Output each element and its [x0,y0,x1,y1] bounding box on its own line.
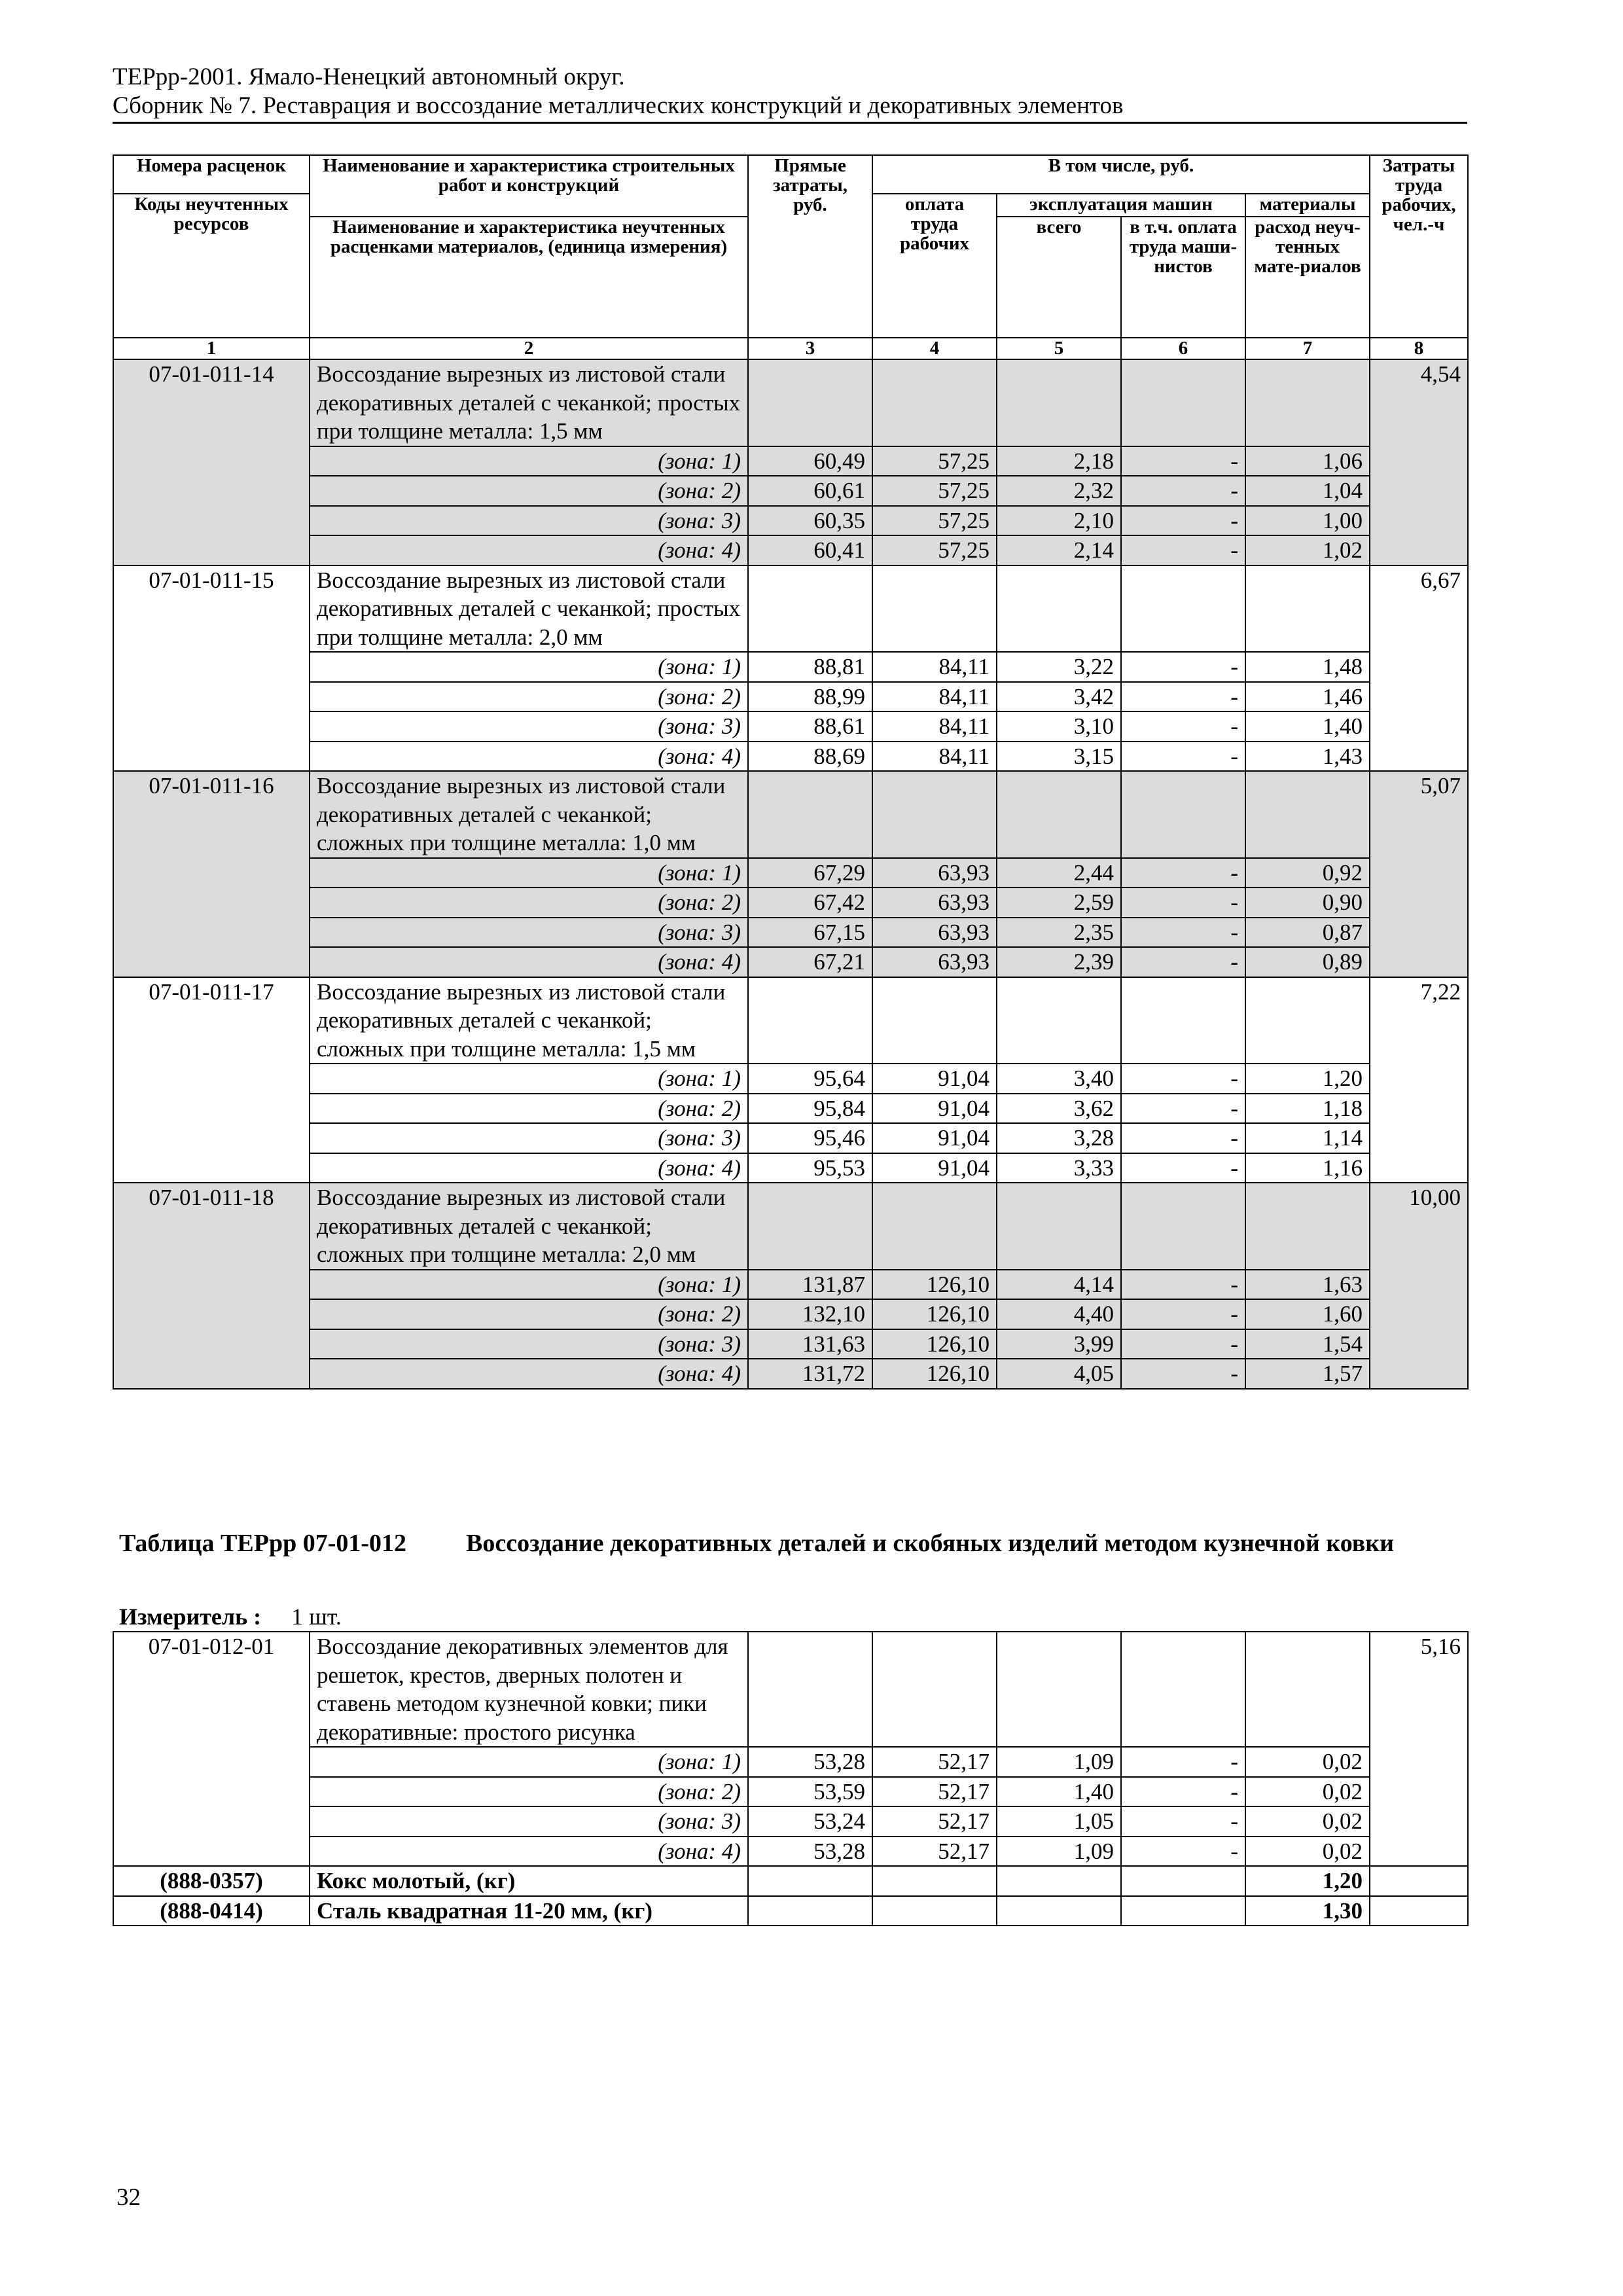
materials: 1,00 [1245,506,1370,536]
empty-cell [1121,1866,1245,1896]
rate-description: Воссоздание вырезных из листовой стали декоративных деталей с чеканкой; простых при толщине металла: 2,0 мм [310,565,748,653]
col2-bottom-header: Наименование и характеристика неучтенных расценками материалов, (единица измерения) [310,217,748,338]
empty-cell [872,1632,997,1747]
workers-wages: 126,10 [872,1299,997,1329]
rate-row [113,1632,1468,1747]
materials: 0,87 [1245,918,1370,948]
machines-total: 3,33 [997,1153,1121,1183]
rate-code: 07-01-011-18 [113,1183,310,1389]
col-number: 3 [748,338,872,359]
machines-total: 3,28 [997,1123,1121,1153]
empty-cell [997,1896,1121,1926]
direct-cost: 60,49 [748,446,872,476]
empty-cell [1245,1632,1370,1747]
rate-row [113,771,1468,858]
direct-cost: 131,63 [748,1329,872,1359]
empty-cell [872,565,997,653]
empty-cell [748,565,872,653]
col7-header: расход неуч-тенных мате-риалов [1245,217,1370,338]
direct-cost: 131,87 [748,1270,872,1300]
materials: 1,40 [1245,711,1370,742]
materials: 0,90 [1245,888,1370,918]
resource-quantity: 1,30 [1245,1896,1370,1926]
direct-cost: 53,28 [748,1837,872,1867]
empty-cell [872,1896,997,1926]
zone-label: (зона: 3) [310,506,748,536]
machinists-wages: - [1121,1747,1245,1777]
zone-label: (зона: 2) [310,476,748,506]
zone-label: (зона: 2) [310,1094,748,1124]
resource-name: Сталь квадратная 11-20 мм, (кг) [310,1896,748,1926]
machinists-wages: - [1121,1094,1245,1124]
direct-cost: 95,53 [748,1153,872,1183]
materials: 1,54 [1245,1329,1370,1359]
zone-row [113,947,1468,977]
empty-cell [997,359,1121,446]
machines-total: 4,14 [997,1270,1121,1300]
zone-row [113,742,1468,772]
direct-cost: 88,69 [748,742,872,772]
materials: 1,20 [1245,1064,1370,1094]
machinists-wages: - [1121,1270,1245,1300]
header-rule [113,122,1467,124]
materials: 0,89 [1245,947,1370,977]
workers-wages: 91,04 [872,1094,997,1124]
rate-description: Воссоздание декоративных элементов для решеток, крестов, дверных полотен и ставень методом кузнечной ковки; пики декоративные: простого рисунка [310,1632,748,1747]
zone-label: (зона: 4) [310,1153,748,1183]
direct-cost: 67,29 [748,858,872,888]
workers-wages: 91,04 [872,1153,997,1183]
machines-total: 3,40 [997,1064,1121,1094]
workers-wages: 126,10 [872,1359,997,1389]
zone-label: (зона: 4) [310,742,748,772]
col-number: 1 [113,338,310,359]
zone-label: (зона: 1) [310,1270,748,1300]
workers-wages: 57,25 [872,476,997,506]
workers-wages: 52,17 [872,1806,997,1837]
machines-total: 3,15 [997,742,1121,772]
resource-name: Кокс молотый, (кг) [310,1866,748,1896]
rate-description: Воссоздание вырезных из листовой стали декоративных деталей с чеканкой; сложных при толщине металла: 1,5 мм [310,977,748,1064]
direct-cost: 88,81 [748,652,872,682]
zone-row [113,1329,1468,1359]
direct-cost: 53,24 [748,1806,872,1837]
workers-wages: 57,25 [872,506,997,536]
machines-total: 1,40 [997,1777,1121,1807]
zone-label: (зона: 2) [310,682,748,712]
rate-row [113,1183,1468,1270]
labor-cost: 6,67 [1370,565,1468,772]
zone-label: (зона: 3) [310,711,748,742]
zone-row [113,1837,1468,1867]
direct-cost: 95,84 [748,1094,872,1124]
direct-cost: 95,46 [748,1123,872,1153]
zone-label: (зона: 4) [310,1837,748,1867]
empty-cell [1121,359,1245,446]
zone-label: (зона: 3) [310,1329,748,1359]
machinists-wages: - [1121,1299,1245,1329]
zone-label: (зона: 3) [310,1123,748,1153]
labor-cost: 5,16 [1370,1632,1468,1866]
machines-total: 3,62 [997,1094,1121,1124]
col6-header: в т.ч. оплата труда маши-нистов [1121,217,1245,338]
machinists-wages: - [1121,711,1245,742]
zone-label: (зона: 2) [310,1299,748,1329]
machinists-wages: - [1121,506,1245,536]
materials: 0,02 [1245,1806,1370,1837]
zone-label: (зона: 3) [310,918,748,948]
machines-total: 2,59 [997,888,1121,918]
zone-row [113,1777,1468,1807]
col8-header: Затраты труда рабочих, чел.-ч [1370,155,1468,338]
machines-total: 2,18 [997,446,1121,476]
materials: 1,46 [1245,682,1370,712]
zone-row [113,1299,1468,1329]
rate-row [113,565,1468,653]
zone-label: (зона: 4) [310,947,748,977]
zone-row [113,652,1468,682]
materials: 1,57 [1245,1359,1370,1389]
direct-cost: 67,15 [748,918,872,948]
materials: 0,02 [1245,1747,1370,1777]
zone-row [113,1123,1468,1153]
empty-cell [748,359,872,446]
empty-cell [1370,1896,1468,1926]
zone-row [113,1806,1468,1837]
machines-total: 2,32 [997,476,1121,506]
empty-cell [1245,565,1370,653]
materials: 1,60 [1245,1299,1370,1329]
materials: 1,48 [1245,652,1370,682]
rate-description: Воссоздание вырезных из листовой стали декоративных деталей с чеканкой; сложных при толщине металла: 1,0 мм [310,771,748,858]
col-number: 5 [997,338,1121,359]
resource-quantity: 1,20 [1245,1866,1370,1896]
machinists-wages: - [1121,1329,1245,1359]
empty-cell [997,565,1121,653]
machinists-wages: - [1121,858,1245,888]
measure-unit [119,1604,342,1630]
direct-cost: 60,61 [748,476,872,506]
zone-row [113,1270,1468,1300]
machines-total: 3,99 [997,1329,1121,1359]
zone-row [113,682,1468,712]
col-number: 7 [1245,338,1370,359]
resource-row [113,1896,1468,1926]
header-line-2: Сборник № 7. Реставрация и воссоздание металлических конструкций и декоративных элементов [113,92,1124,119]
labor-cost: 4,54 [1370,359,1468,565]
workers-wages: 126,10 [872,1329,997,1359]
rate-row [113,359,1468,446]
col1-bottom-header: Коды неучтенных ресурсов [113,194,310,338]
labor-cost: 7,22 [1370,977,1468,1183]
workers-wages: 63,93 [872,858,997,888]
workers-wages: 126,10 [872,1270,997,1300]
materials: 1,02 [1245,535,1370,565]
workers-wages: 63,93 [872,888,997,918]
workers-wages: 91,04 [872,1064,997,1094]
rate-code: 07-01-011-14 [113,359,310,565]
materials: 1,18 [1245,1094,1370,1124]
direct-cost: 88,61 [748,711,872,742]
workers-wages: 57,25 [872,535,997,565]
workers-wages: 63,93 [872,918,997,948]
machinists-wages: - [1121,1806,1245,1837]
table-caption-description: Воссоздание декоративных деталей и скобяных изделий методом кузнечной ковки [466,1530,1395,1557]
col1-top-header: Номера расценок [113,155,310,194]
direct-cost: 95,64 [748,1064,872,1094]
workers-wages: 84,11 [872,742,997,772]
machinists-wages: - [1121,476,1245,506]
direct-cost: 88,99 [748,682,872,712]
workers-wages: 84,11 [872,682,997,712]
direct-cost: 131,72 [748,1359,872,1389]
machines-total: 1,09 [997,1747,1121,1777]
zone-label: (зона: 4) [310,535,748,565]
materials: 0,02 [1245,1777,1370,1807]
direct-cost: 60,41 [748,535,872,565]
machinists-wages: - [1121,1777,1245,1807]
direct-cost: 67,42 [748,888,872,918]
direct-cost: 132,10 [748,1299,872,1329]
direct-cost: 60,35 [748,506,872,536]
zone-row [113,888,1468,918]
page-number: 32 [116,2184,141,2211]
zone-row [113,918,1468,948]
machinists-wages: - [1121,446,1245,476]
zone-row [113,858,1468,888]
header-line-1: ТЕРрр-2001. Ямало-Ненецкий автономный округ. [113,63,625,90]
empty-cell [1121,771,1245,858]
rate-code: 07-01-012-01 [113,1632,310,1866]
direct-cost: 67,21 [748,947,872,977]
workers-wages: 52,17 [872,1837,997,1867]
machinists-wages: - [1121,918,1245,948]
col3-header: Прямые затраты, руб. [748,155,872,338]
zone-label: (зона: 1) [310,1064,748,1094]
zone-label: (зона: 1) [310,446,748,476]
materials: 1,16 [1245,1153,1370,1183]
zone-label: (зона: 1) [310,858,748,888]
rate-code: 07-01-011-17 [113,977,310,1183]
rate-code: 07-01-011-15 [113,565,310,772]
empty-cell [748,977,872,1064]
empty-cell [997,1183,1121,1270]
empty-cell [748,1632,872,1747]
col-number: 4 [872,338,997,359]
measure-label: Измеритель : [119,1604,262,1630]
workers-wages: 84,11 [872,652,997,682]
empty-cell [997,771,1121,858]
machines-total: 2,44 [997,858,1121,888]
empty-cell [1370,1866,1468,1896]
resource-code: (888-0357) [113,1866,310,1896]
machines-total: 3,10 [997,711,1121,742]
machinists-wages: - [1121,1123,1245,1153]
column-number-row [113,338,1468,359]
zone-row [113,1094,1468,1124]
rate-description: Воссоздание вырезных из листовой стали декоративных деталей с чеканкой; сложных при толщине металла: 2,0 мм [310,1183,748,1270]
rate-code: 07-01-011-16 [113,771,310,977]
machines-total: 2,14 [997,535,1121,565]
empty-cell [748,1866,872,1896]
group-header: В том числе, руб. [872,155,1370,194]
zone-row [113,476,1468,506]
workers-wages: 63,93 [872,947,997,977]
empty-cell [872,977,997,1064]
empty-cell [1121,1896,1245,1926]
workers-wages: 52,17 [872,1777,997,1807]
empty-cell [1245,359,1370,446]
materials: 0,02 [1245,1837,1370,1867]
col-number: 6 [1121,338,1245,359]
direct-cost: 53,59 [748,1777,872,1807]
direct-cost: 53,28 [748,1747,872,1777]
measure-value: 1 шт. [291,1604,342,1630]
workers-wages: 91,04 [872,1123,997,1153]
col-number: 2 [310,338,748,359]
empty-cell [997,1632,1121,1747]
empty-cell [1245,1183,1370,1270]
machinists-wages: - [1121,535,1245,565]
materials-header: материалы [1245,194,1370,217]
materials: 1,06 [1245,446,1370,476]
zone-label: (зона: 1) [310,652,748,682]
zone-row [113,535,1468,565]
empty-cell [997,1866,1121,1896]
zone-label: (зона: 2) [310,888,748,918]
machines-total: 1,05 [997,1806,1121,1837]
empty-cell [1121,1632,1245,1747]
machines-total: 4,05 [997,1359,1121,1389]
zone-label: (зона: 4) [310,1359,748,1389]
table-caption-title: Таблица ТЕРрр 07-01-012 [119,1530,407,1557]
rate-description: Воссоздание вырезных из листовой стали декоративных деталей с чеканкой; простых при толщине металла: 1,5 мм [310,359,748,446]
labor-cost: 10,00 [1370,1183,1468,1389]
workers-wages: 57,25 [872,446,997,476]
zone-label: (зона: 2) [310,1777,748,1807]
machinists-wages: - [1121,1153,1245,1183]
zone-row [113,506,1468,536]
zone-row [113,1747,1468,1777]
machines-total: 3,22 [997,652,1121,682]
empty-cell [1121,977,1245,1064]
empty-cell [872,359,997,446]
workers-wages: 52,17 [872,1747,997,1777]
resource-row [113,1866,1468,1896]
machines-total: 2,35 [997,918,1121,948]
zone-row [113,446,1468,476]
zone-row [113,711,1468,742]
empty-cell [872,1183,997,1270]
zone-label: (зона: 1) [310,1747,748,1777]
workers-wages: 84,11 [872,711,997,742]
machines-total: 2,39 [997,947,1121,977]
empty-cell [1121,565,1245,653]
empty-cell [748,771,872,858]
zone-label: (зона: 3) [310,1806,748,1837]
materials: 1,04 [1245,476,1370,506]
empty-cell [997,977,1121,1064]
machines-total: 2,10 [997,506,1121,536]
machinists-wages: - [1121,888,1245,918]
materials: 1,63 [1245,1270,1370,1300]
empty-cell [1245,977,1370,1064]
col-number: 8 [1370,338,1468,359]
zone-row [113,1359,1468,1389]
col2-top-header: Наименование и характеристика строительных работ и конструкций [310,155,748,217]
zone-row [113,1064,1468,1094]
machines-header: эксплуатация машин [997,194,1245,217]
zone-row [113,1153,1468,1183]
machinists-wages: - [1121,652,1245,682]
running-header [113,63,1467,124]
machinists-wages: - [1121,1837,1245,1867]
materials: 1,14 [1245,1123,1370,1153]
empty-cell [872,771,997,858]
materials: 1,43 [1245,742,1370,772]
machines-total: 4,40 [997,1299,1121,1329]
empty-cell [872,1866,997,1896]
labor-cost: 5,07 [1370,771,1468,977]
empty-cell [1245,771,1370,858]
rates-table-07-01-011 [113,154,1469,1390]
machines-total: 1,09 [997,1837,1121,1867]
machines-total: 3,42 [997,682,1121,712]
machinists-wages: - [1121,682,1245,712]
machinists-wages: - [1121,1064,1245,1094]
machinists-wages: - [1121,1359,1245,1389]
resource-code: (888-0414) [113,1896,310,1926]
empty-cell [1121,1183,1245,1270]
machinists-wages: - [1121,742,1245,772]
empty-cell [748,1183,872,1270]
empty-cell [748,1896,872,1926]
rate-row [113,977,1468,1064]
materials: 0,92 [1245,858,1370,888]
rates-table-07-01-012 [113,1631,1469,1926]
machinists-wages: - [1121,947,1245,977]
col5-header: всего [997,217,1121,338]
col4-header: оплата труда рабочих [872,194,997,338]
